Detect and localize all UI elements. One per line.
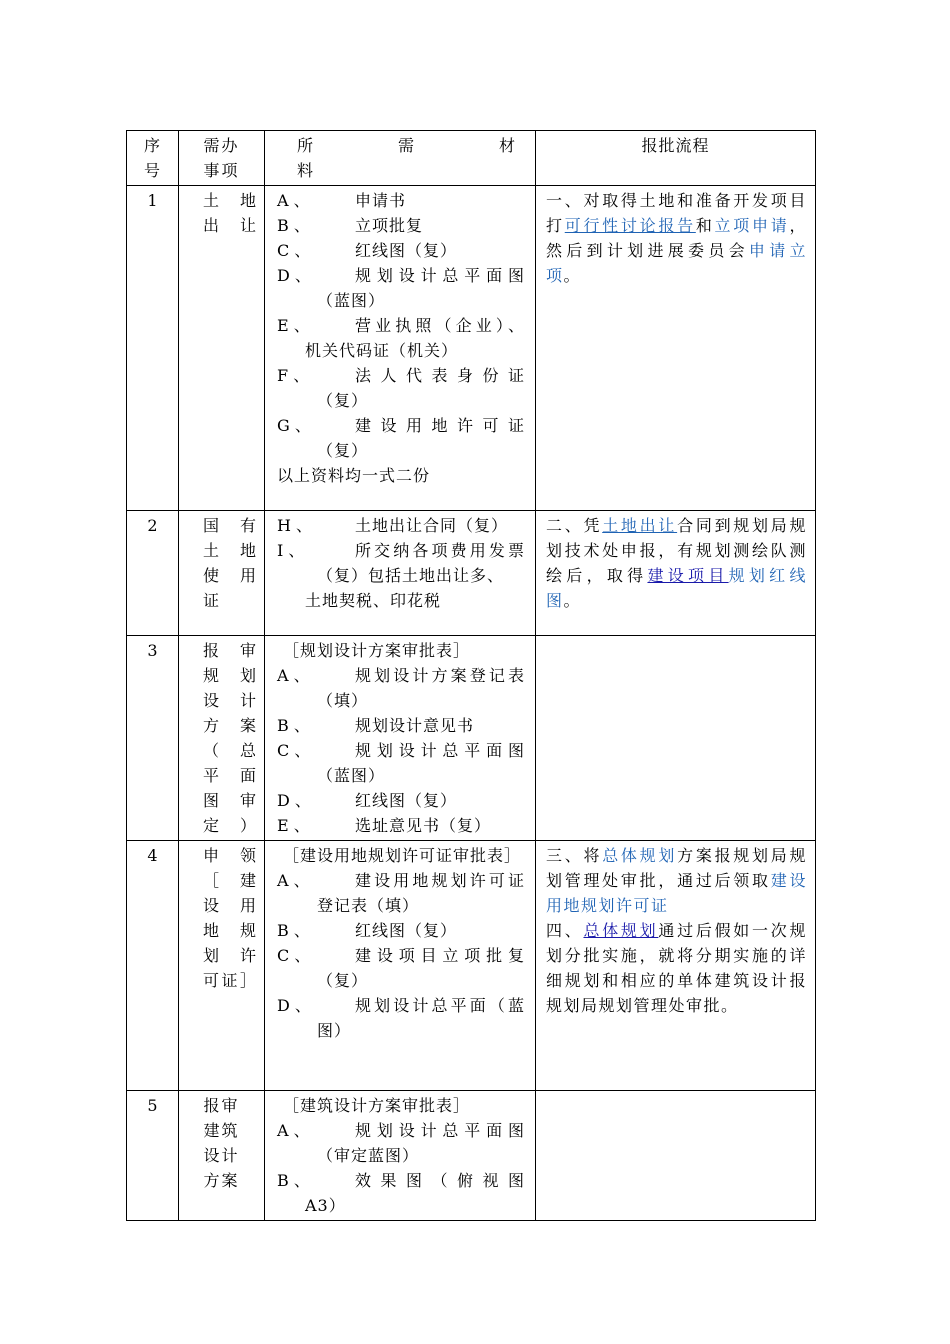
- material-item: A 、 申请书: [277, 191, 407, 210]
- materials-title: ［规划设计方案审批表］: [283, 641, 471, 660]
- material-item-cont: 图）: [317, 1021, 352, 1040]
- process-text: 二、凭土地出让合同到规划局规划技术处申报，有规划测绘队测绘后，取得建设项目规划红线图。: [546, 516, 807, 610]
- row-seq: 4: [127, 841, 179, 1091]
- link-land-transfer[interactable]: 土地出让: [602, 516, 678, 535]
- material-item: D 、 红线图（复）: [277, 791, 458, 810]
- material-item: A 、 规划设计总平面图: [277, 1121, 525, 1140]
- row-process: [536, 511, 816, 636]
- table-row: [127, 841, 816, 1091]
- header-materials: 所 需 材 料: [265, 131, 536, 186]
- material-item: G 、 建设用地许可证: [277, 416, 525, 435]
- materials-title: ［建筑设计方案审批表］: [283, 1096, 471, 1115]
- material-item-cont: 登记表（填）: [317, 896, 420, 915]
- material-item: B 、 红线图（复）: [277, 921, 458, 940]
- material-item-cont: （审定蓝图）: [317, 1146, 420, 1165]
- material-item-cont: （复）: [317, 391, 369, 410]
- material-item: D 、 规划设计总平面（蓝: [277, 996, 525, 1015]
- row-seq: 1: [127, 186, 179, 511]
- material-item: C 、 建设项目立项批复: [277, 946, 525, 965]
- link-feasibility-report[interactable]: 可行性讨论报告: [564, 216, 696, 235]
- approval-process-table: [126, 130, 816, 1221]
- process-text: 三、将总体规划方案报规划局规划管理处审批，通过后领取建设用地规划许可证: [546, 846, 807, 915]
- row-process: [536, 1091, 816, 1221]
- material-item-cont: （复）: [317, 441, 369, 460]
- row-materials: [265, 186, 536, 511]
- material-item: A 、 建设用地规划许可证: [277, 871, 525, 890]
- material-item-cont: 机关代码证（机关）: [305, 341, 459, 360]
- table-header-row: [127, 131, 816, 186]
- material-item: E 、 营业执照（企业）、: [277, 316, 525, 335]
- material-item: H 、 土地出让合同（复）: [277, 516, 509, 535]
- materials-note: 以上资料均一式二份: [277, 466, 431, 485]
- material-item: F 、 法人代表身份证: [277, 366, 525, 385]
- header-item: 需办事项: [179, 131, 265, 186]
- row-process: [536, 841, 816, 1091]
- material-item: A 、 规划设计方案登记表: [277, 666, 525, 685]
- material-item-cont: A3）: [305, 1196, 346, 1215]
- process-text: 一、对取得土地和准备开发项目打可行性讨论报告和立项申请，然后到计划进展委员会申请立项。: [546, 191, 807, 285]
- row-item: 报审建筑设计方案: [179, 1091, 265, 1221]
- material-item: I 、 所交纳各项费用发票: [277, 541, 525, 560]
- table-row: [127, 186, 816, 511]
- row-materials: [265, 841, 536, 1091]
- row-seq: 3: [127, 636, 179, 841]
- header-seq: 序号: [127, 131, 179, 186]
- material-item-cont: （填）: [317, 691, 369, 710]
- material-item-cont: （复）: [317, 971, 369, 990]
- material-item: C 、 红线图（复）: [277, 241, 458, 260]
- material-item-cont: （蓝图）: [317, 766, 386, 785]
- material-item: E 、 选址意见书（复）: [277, 816, 492, 835]
- row-seq: 5: [127, 1091, 179, 1221]
- header-process: 报批流程: [536, 131, 816, 186]
- row-item: 国 有 土 地 使 用 证: [179, 511, 265, 636]
- row-item: 土 地 出让: [179, 186, 265, 511]
- row-process: [536, 186, 816, 511]
- materials-title: ［建设用地规划许可证审批表］: [283, 846, 522, 865]
- table-row: [127, 511, 816, 636]
- row-materials: [265, 511, 536, 636]
- material-item: C 、 规划设计总平面图: [277, 741, 525, 760]
- material-item-cont: （复）包括土地出让多、: [317, 566, 505, 585]
- row-materials: [265, 1091, 536, 1221]
- material-item-cont: （蓝图）: [317, 291, 386, 310]
- link-master-plan[interactable]: 总体规划: [583, 921, 659, 940]
- table-row: [127, 636, 816, 841]
- material-item: B 、 效 果 图 （ 俯 视 图: [277, 1171, 525, 1190]
- row-item: 报 审 规 划 设 计 方 案 （ 总 平 面 图 审 定）: [179, 636, 265, 841]
- row-process: [536, 636, 816, 841]
- material-item: B 、 规划设计意见书: [277, 716, 475, 735]
- row-materials: [265, 636, 536, 841]
- row-seq: 2: [127, 511, 179, 636]
- material-item: D 、 规划设计总平面图: [277, 266, 525, 285]
- process-text: 四、总体规划通过后假如一次规划分批实施，就将分期实施的详细规划和相应的单体建筑设计报规划局规划管理处审批。: [546, 921, 807, 1015]
- material-item-cont: 土地契税、印花税: [305, 591, 442, 610]
- row-item: 申 领 ［ 建 设 用 地 规 划 许 可证］: [179, 841, 265, 1091]
- table-row: [127, 1091, 816, 1221]
- material-item: B 、 立项批复: [277, 216, 424, 235]
- link-construction-project[interactable]: 建设项目: [647, 566, 729, 585]
